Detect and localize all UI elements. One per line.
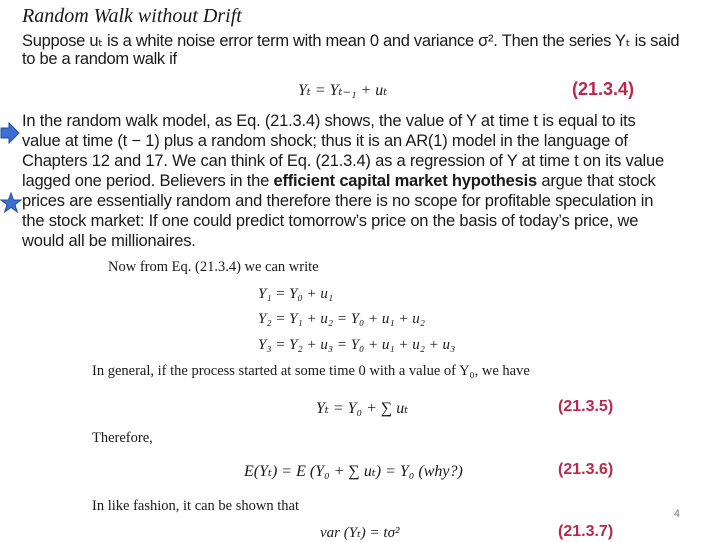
equation-number-21-3-5: (21.3.5) [558, 398, 614, 415]
now-text: Now from Eq. (21.3.4) we can write [108, 259, 319, 275]
paragraph-line-4-end: argue that stock [537, 172, 656, 190]
efficient-market-hypothesis-term: efficient capital market hypothesis [273, 172, 537, 190]
paragraph-line-4 [22, 172, 656, 191]
equation-number-21-3-7: (21.3.7) [558, 523, 614, 540]
paragraph-line-6: the stock market: If one could predict tomorrow’s price on the basis of today’s price, we [22, 212, 639, 230]
paragraph-line-3: Chapters 12 and 17. We can think of Eq. (21.3.4) as a regression of Y at time t on its value [22, 152, 664, 170]
likewise-text: In like fashion, it can be shown that [92, 498, 299, 514]
equation-21-3-5: Yₜ = Y₀ + ∑ uₜ [316, 400, 409, 417]
paragraph-line-5: prices are essentially random and therefore there is no scope for profitable speculation in [22, 192, 654, 210]
equation-y1: Y₁ = Y₀ + u₁ [258, 286, 334, 302]
therefore-text: Therefore, [92, 430, 153, 446]
equation-number-21-3-4: (21.3.4) [572, 79, 635, 99]
paragraph-line-7: would all be millionaires. [22, 232, 196, 250]
equation-y2: Y₂ = Y₁ + u₂ = Y₀ + u₁ + u₂ [258, 311, 425, 327]
paragraph-line-4-start: lagged one period. Believers in the [22, 172, 274, 190]
equation-y3: Y₃ = Y₂ + u₃ = Y₀ + u₁ + u₂ + u₃ [258, 337, 456, 353]
intro-line-1: Suppose uₜ is a white noise error term with mean 0 and variance σ². Then the series Yₜ is said [22, 32, 680, 50]
page-number: 4 [673, 508, 680, 520]
paragraph-line-2: value at time (t − 1) plus a random shock; thus it is an AR(1) model in the language of [22, 132, 628, 150]
equation-21-3-7: var (Yₜ) = tσ² [320, 525, 400, 541]
star-icon [0, 192, 22, 214]
equation-21-3-4: Yₜ = Yₜ₋₁ + uₜ [298, 82, 388, 99]
general-text: In general, if the process started at some time 0 with a value of Y₀, we have [92, 363, 530, 379]
intro-line-2: to be a random walk if [22, 50, 177, 68]
slide-title: Random Walk without Drift [22, 5, 242, 27]
arrow-right-icon [0, 121, 20, 145]
equation-number-21-3-6: (21.3.6) [558, 461, 614, 478]
equation-21-3-6: E(Yₜ) = E (Y₀ + ∑ uₜ) = Y₀ (why?) [244, 463, 463, 480]
paragraph-line-1: In the random walk model, as Eq. (21.3.4) shows, the value of Y at time t is equal to its [22, 112, 636, 130]
